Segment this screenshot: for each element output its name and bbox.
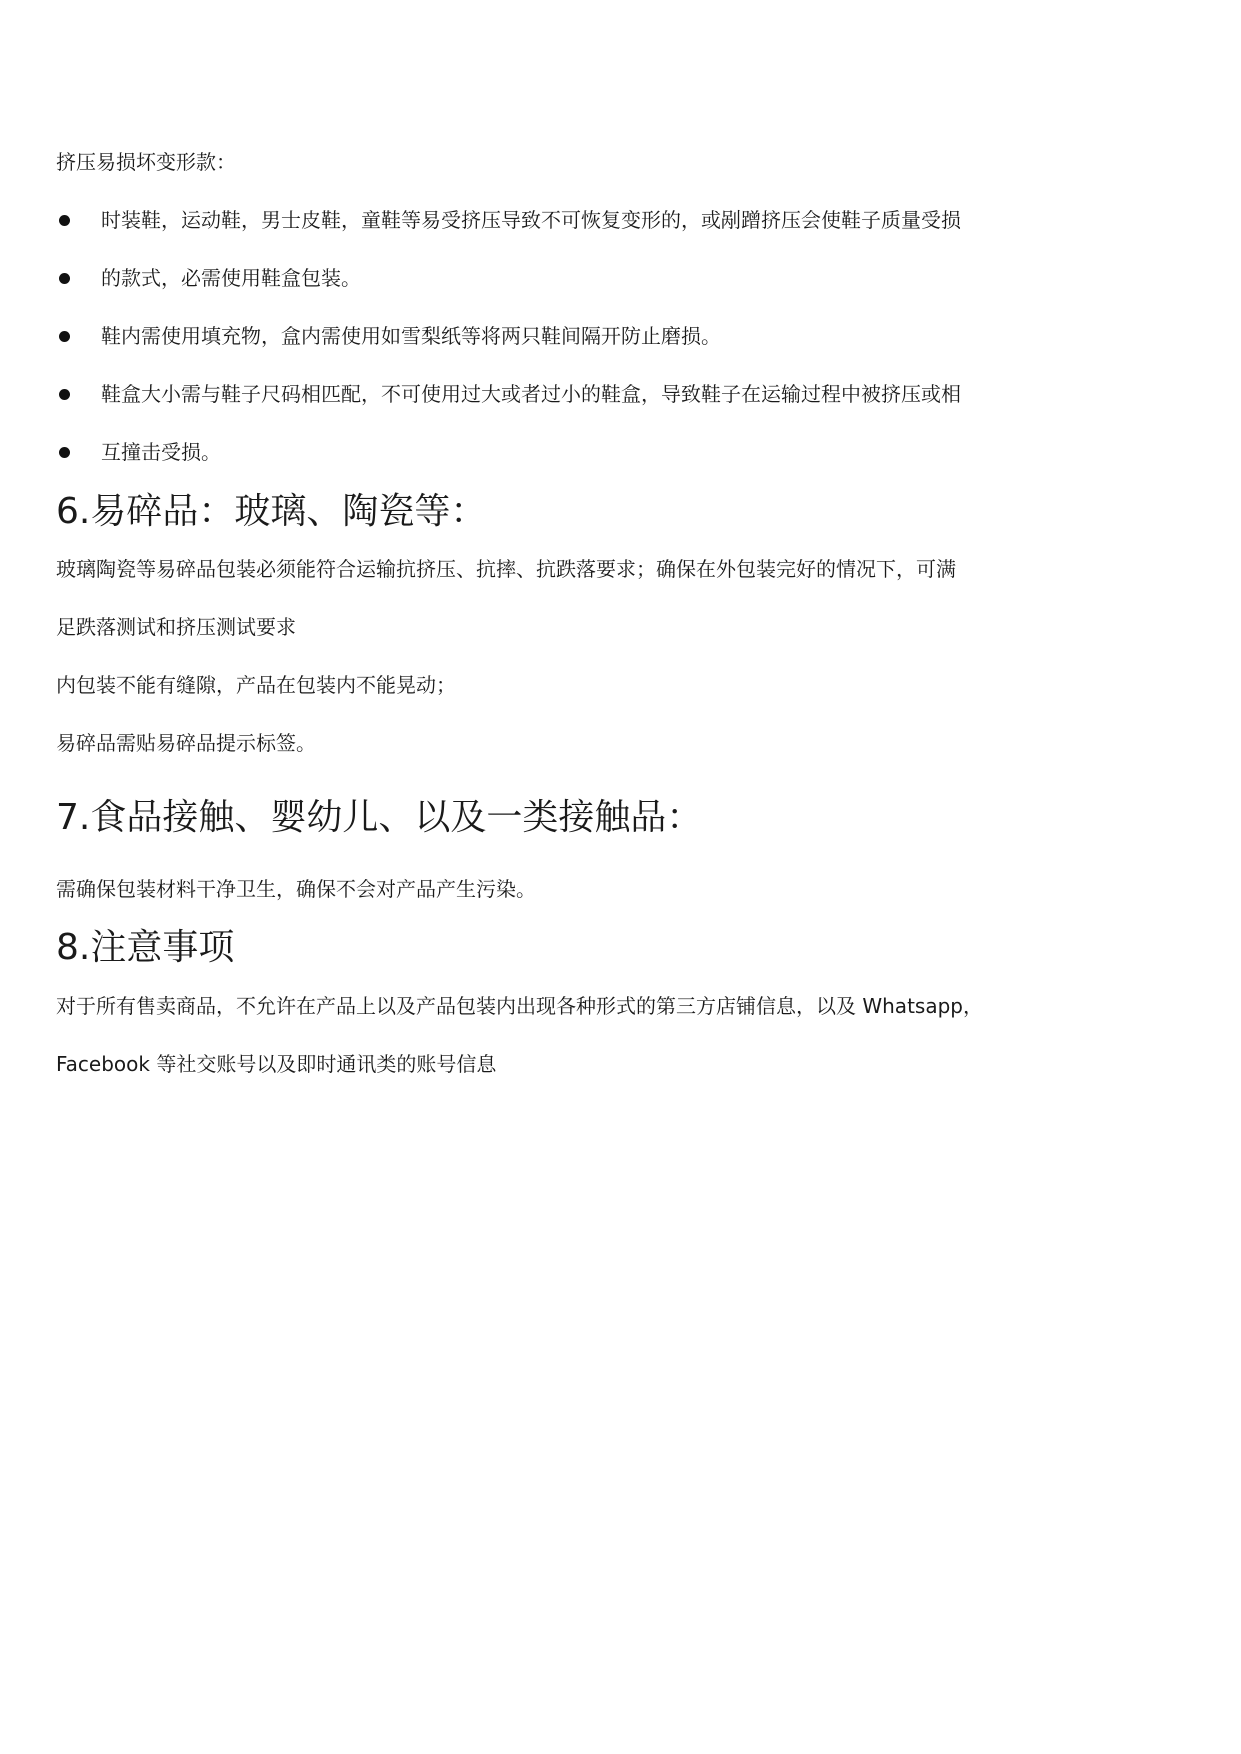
- section-7-paragraph: 需确保包装材料干净卫生，确保不会对产品产生污染。: [56, 877, 536, 901]
- bullet-icon: [59, 273, 70, 284]
- list-item-text: 互撞击受损。: [101, 440, 221, 464]
- intro-text: 挤压易损坏变形款：: [56, 150, 236, 174]
- section-8-heading: 8.注意事项: [56, 927, 235, 968]
- section-6-heading: 6.易碎品：玻璃、陶瓷等：: [56, 491, 487, 532]
- section-6-paragraph: 易碎品需贴易碎品提示标签。: [56, 731, 316, 755]
- section-6-paragraph: 玻璃陶瓷等易碎品包装必须能符合运输抗挤压、抗摔、抗跌落要求；确保在外包装完好的情况下，可满: [56, 557, 956, 581]
- bullet-icon: [59, 447, 70, 458]
- list-item-text: 时装鞋，运动鞋，男士皮鞋，童鞋等易受挤压导致不可恢复变形的，或剐蹭挤压会使鞋子质量受损: [101, 208, 961, 232]
- bullet-icon: [59, 389, 70, 400]
- section-8-paragraph: Facebook 等社交账号以及即时通讯类的账号信息: [56, 1052, 497, 1076]
- list-item-text: 的款式，必需使用鞋盒包装。: [101, 266, 361, 290]
- list-item-text: 鞋盒大小需与鞋子尺码相匹配，不可使用过大或者过小的鞋盒，导致鞋子在运输过程中被挤压或相: [101, 382, 961, 406]
- bullet-icon: [59, 215, 70, 226]
- bullet-icon: [59, 331, 70, 342]
- list-item-text: 鞋内需使用填充物，盒内需使用如雪梨纸等将两只鞋间隔开防止磨损。: [101, 324, 721, 348]
- section-6-paragraph: 足跌落测试和挤压测试要求: [56, 615, 296, 639]
- section-6-paragraph: 内包装不能有缝隙，产品在包装内不能晃动；: [56, 673, 456, 697]
- section-8-paragraph: 对于所有售卖商品，不允许在产品上以及产品包装内出现各种形式的第三方店铺信息，以及 Whatsapp，: [56, 994, 983, 1018]
- section-7-heading: 7.食品接触、婴幼儿、以及一类接触品：: [56, 797, 703, 838]
